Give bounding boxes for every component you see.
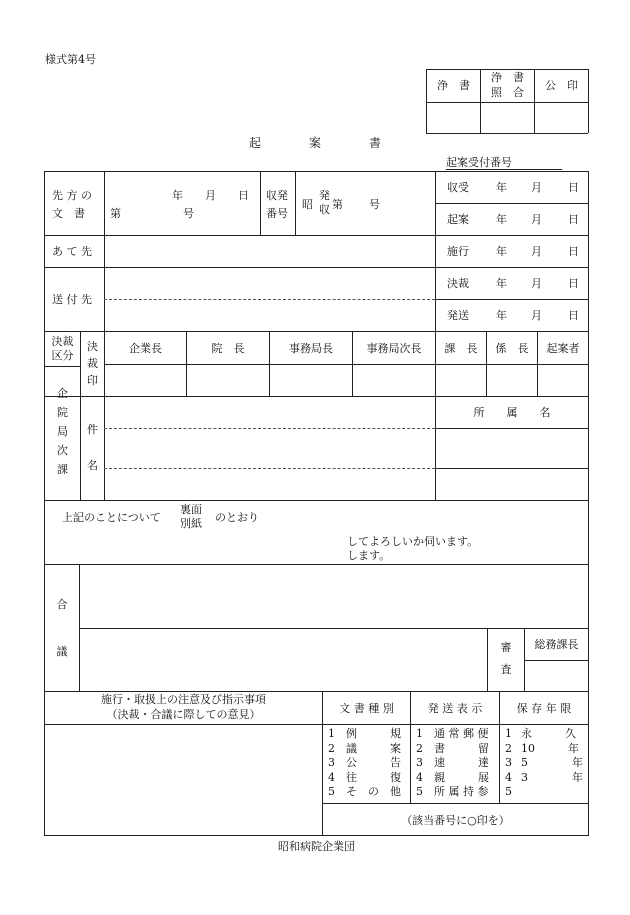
list-item: 1 例 規: [328, 727, 401, 740]
list-item: 3: [505, 756, 512, 769]
date-label: 起案: [447, 213, 469, 226]
list-item: 3 公 告: [328, 756, 401, 769]
date-day: 日: [568, 309, 579, 322]
list-item: 1 通 常 郵 便: [416, 727, 489, 740]
kessai-kubun-label-2: 区分: [51, 349, 74, 362]
hatsu-label: 発: [319, 189, 330, 202]
sakikata-date: 年 月 日: [172, 189, 249, 202]
approver-kacho: 課 長: [444, 342, 478, 355]
atesaki-label: あ て 先: [52, 245, 92, 258]
list-item: 5 所 属 持 参: [416, 785, 489, 798]
stamp-seisho-label: 浄 書: [437, 79, 470, 92]
date-year: 年: [496, 213, 507, 226]
list-item: 3 速 達: [416, 756, 489, 769]
body-option-ura: 裏面: [180, 503, 202, 516]
body-line-2: してよろしいか伺います。: [347, 535, 479, 548]
notes-header-2: （決裁・合議に際しての意見）: [106, 708, 261, 721]
recv-number-label-2: 番号: [266, 207, 288, 220]
date-day: 日: [568, 245, 579, 258]
stamp-shogo-label: 照 合: [491, 86, 524, 99]
aigi-label-1: 合: [56, 598, 68, 611]
list-item: 5 そ の 他: [328, 785, 401, 798]
showa-label: 昭: [302, 198, 313, 211]
mark-note: （該当番号に○印を）: [401, 814, 510, 827]
approver-kakaricho: 係 長: [495, 342, 529, 355]
list-item: 永 久: [521, 727, 576, 740]
form-number: 様式第4号: [45, 53, 96, 66]
keep-value-list: [521, 727, 583, 800]
date-day: 日: [568, 213, 579, 226]
approver-jimukyokucho: 事務局長: [289, 342, 333, 355]
list-item: 2: [505, 741, 512, 755]
footer-organization: 昭和病院企業団: [278, 840, 355, 853]
vertical-label: 課: [57, 463, 68, 476]
date-day: 日: [568, 181, 579, 194]
kessai-in-label-1: 決: [87, 340, 98, 353]
go-label-2: 号: [369, 198, 380, 211]
stamp-seisho-label-2: 浄 書: [491, 71, 524, 84]
shu-label: 収: [319, 203, 330, 216]
sakikata-label-2: 文 書: [52, 207, 85, 220]
date-month: 月: [531, 309, 542, 322]
somu-kacho-label: 総務課長: [534, 638, 579, 651]
recv-number-label-1: 収発: [266, 189, 288, 202]
receipt-number-label: 起案受付番号: [446, 157, 562, 170]
kessai-in-label-3: 印: [87, 374, 98, 387]
vertical-label: 企: [57, 387, 68, 400]
soufusaki-label: 送 付 先: [52, 293, 92, 306]
approver-kigyocho: 企業長: [129, 342, 162, 355]
body-prefix: 上記のことについて: [62, 511, 161, 524]
dai-label-2: 第: [332, 198, 343, 211]
doc-type-header: 文 書 種 別: [339, 702, 394, 715]
aigi-label-2: 議: [56, 645, 68, 658]
list-item: 4: [505, 770, 512, 784]
kessai-in-label-2: 裁: [87, 357, 98, 370]
date-day: 日: [568, 277, 579, 290]
date-label: 発送: [447, 309, 469, 322]
list-item: 2 議 案: [328, 741, 401, 755]
vertical-label: 院: [57, 406, 68, 419]
vertical-label: 局: [57, 425, 68, 438]
date-year: 年: [496, 245, 507, 258]
kenmei-label-2: 名: [87, 459, 98, 472]
sakikata-go: 号: [183, 207, 194, 220]
list-item: 5 年: [521, 756, 583, 769]
date-label: 施行: [447, 245, 469, 258]
shinsa-label-1: 審: [500, 641, 512, 654]
body-line-3: します。: [347, 549, 391, 562]
send-header: 発 送 表 示: [427, 702, 483, 715]
sakikata-dai: 第: [110, 207, 121, 220]
list-item: 2 書 留: [416, 741, 489, 755]
keep-number-list: [505, 727, 512, 800]
doc-type-list: [328, 727, 401, 800]
send-type-list: [416, 727, 489, 800]
keep-header: 保 存 年 限: [516, 702, 572, 715]
notes-header-1: 施行・取扱上の注意及び指示事項: [101, 693, 266, 706]
kessai-kubun-label-1: 決裁: [51, 335, 74, 348]
list-item: 4 往 復: [328, 770, 401, 784]
date-month: 月: [531, 213, 542, 226]
date-year: 年: [496, 181, 507, 194]
sakikata-label-1: 先 方 の: [52, 189, 92, 202]
list-item: [521, 785, 583, 800]
date-month: 月: [531, 245, 542, 258]
list-item: 10 年: [521, 741, 579, 755]
list-item: 4 親 展: [416, 770, 489, 784]
vertical-label: 次: [57, 444, 68, 457]
date-label: 収受: [447, 181, 469, 194]
kenmei-label-1: 件: [87, 423, 98, 436]
shinsa-label-2: 査: [500, 663, 512, 676]
approver-kianshа: 起案者: [546, 342, 580, 355]
date-month: 月: [531, 277, 542, 290]
date-year: 年: [496, 277, 507, 290]
date-label: 決裁: [447, 277, 469, 290]
approver-incho: 院 長: [211, 342, 245, 355]
date-year: 年: [496, 309, 507, 322]
list-item: 3 年: [521, 770, 583, 784]
page-title: 起 案 書: [248, 136, 381, 150]
body-option-besshi: 別紙: [180, 517, 202, 530]
list-item: 5: [505, 785, 512, 798]
shozoku-label: 所 属 名: [473, 406, 551, 419]
date-month: 月: [531, 181, 542, 194]
stamp-koin-label: 公 印: [545, 79, 578, 92]
approver-jimukyoku-jicho: 事務局次長: [366, 342, 422, 355]
body-suffix: のとおり: [215, 511, 259, 524]
list-item: 1: [505, 727, 512, 740]
